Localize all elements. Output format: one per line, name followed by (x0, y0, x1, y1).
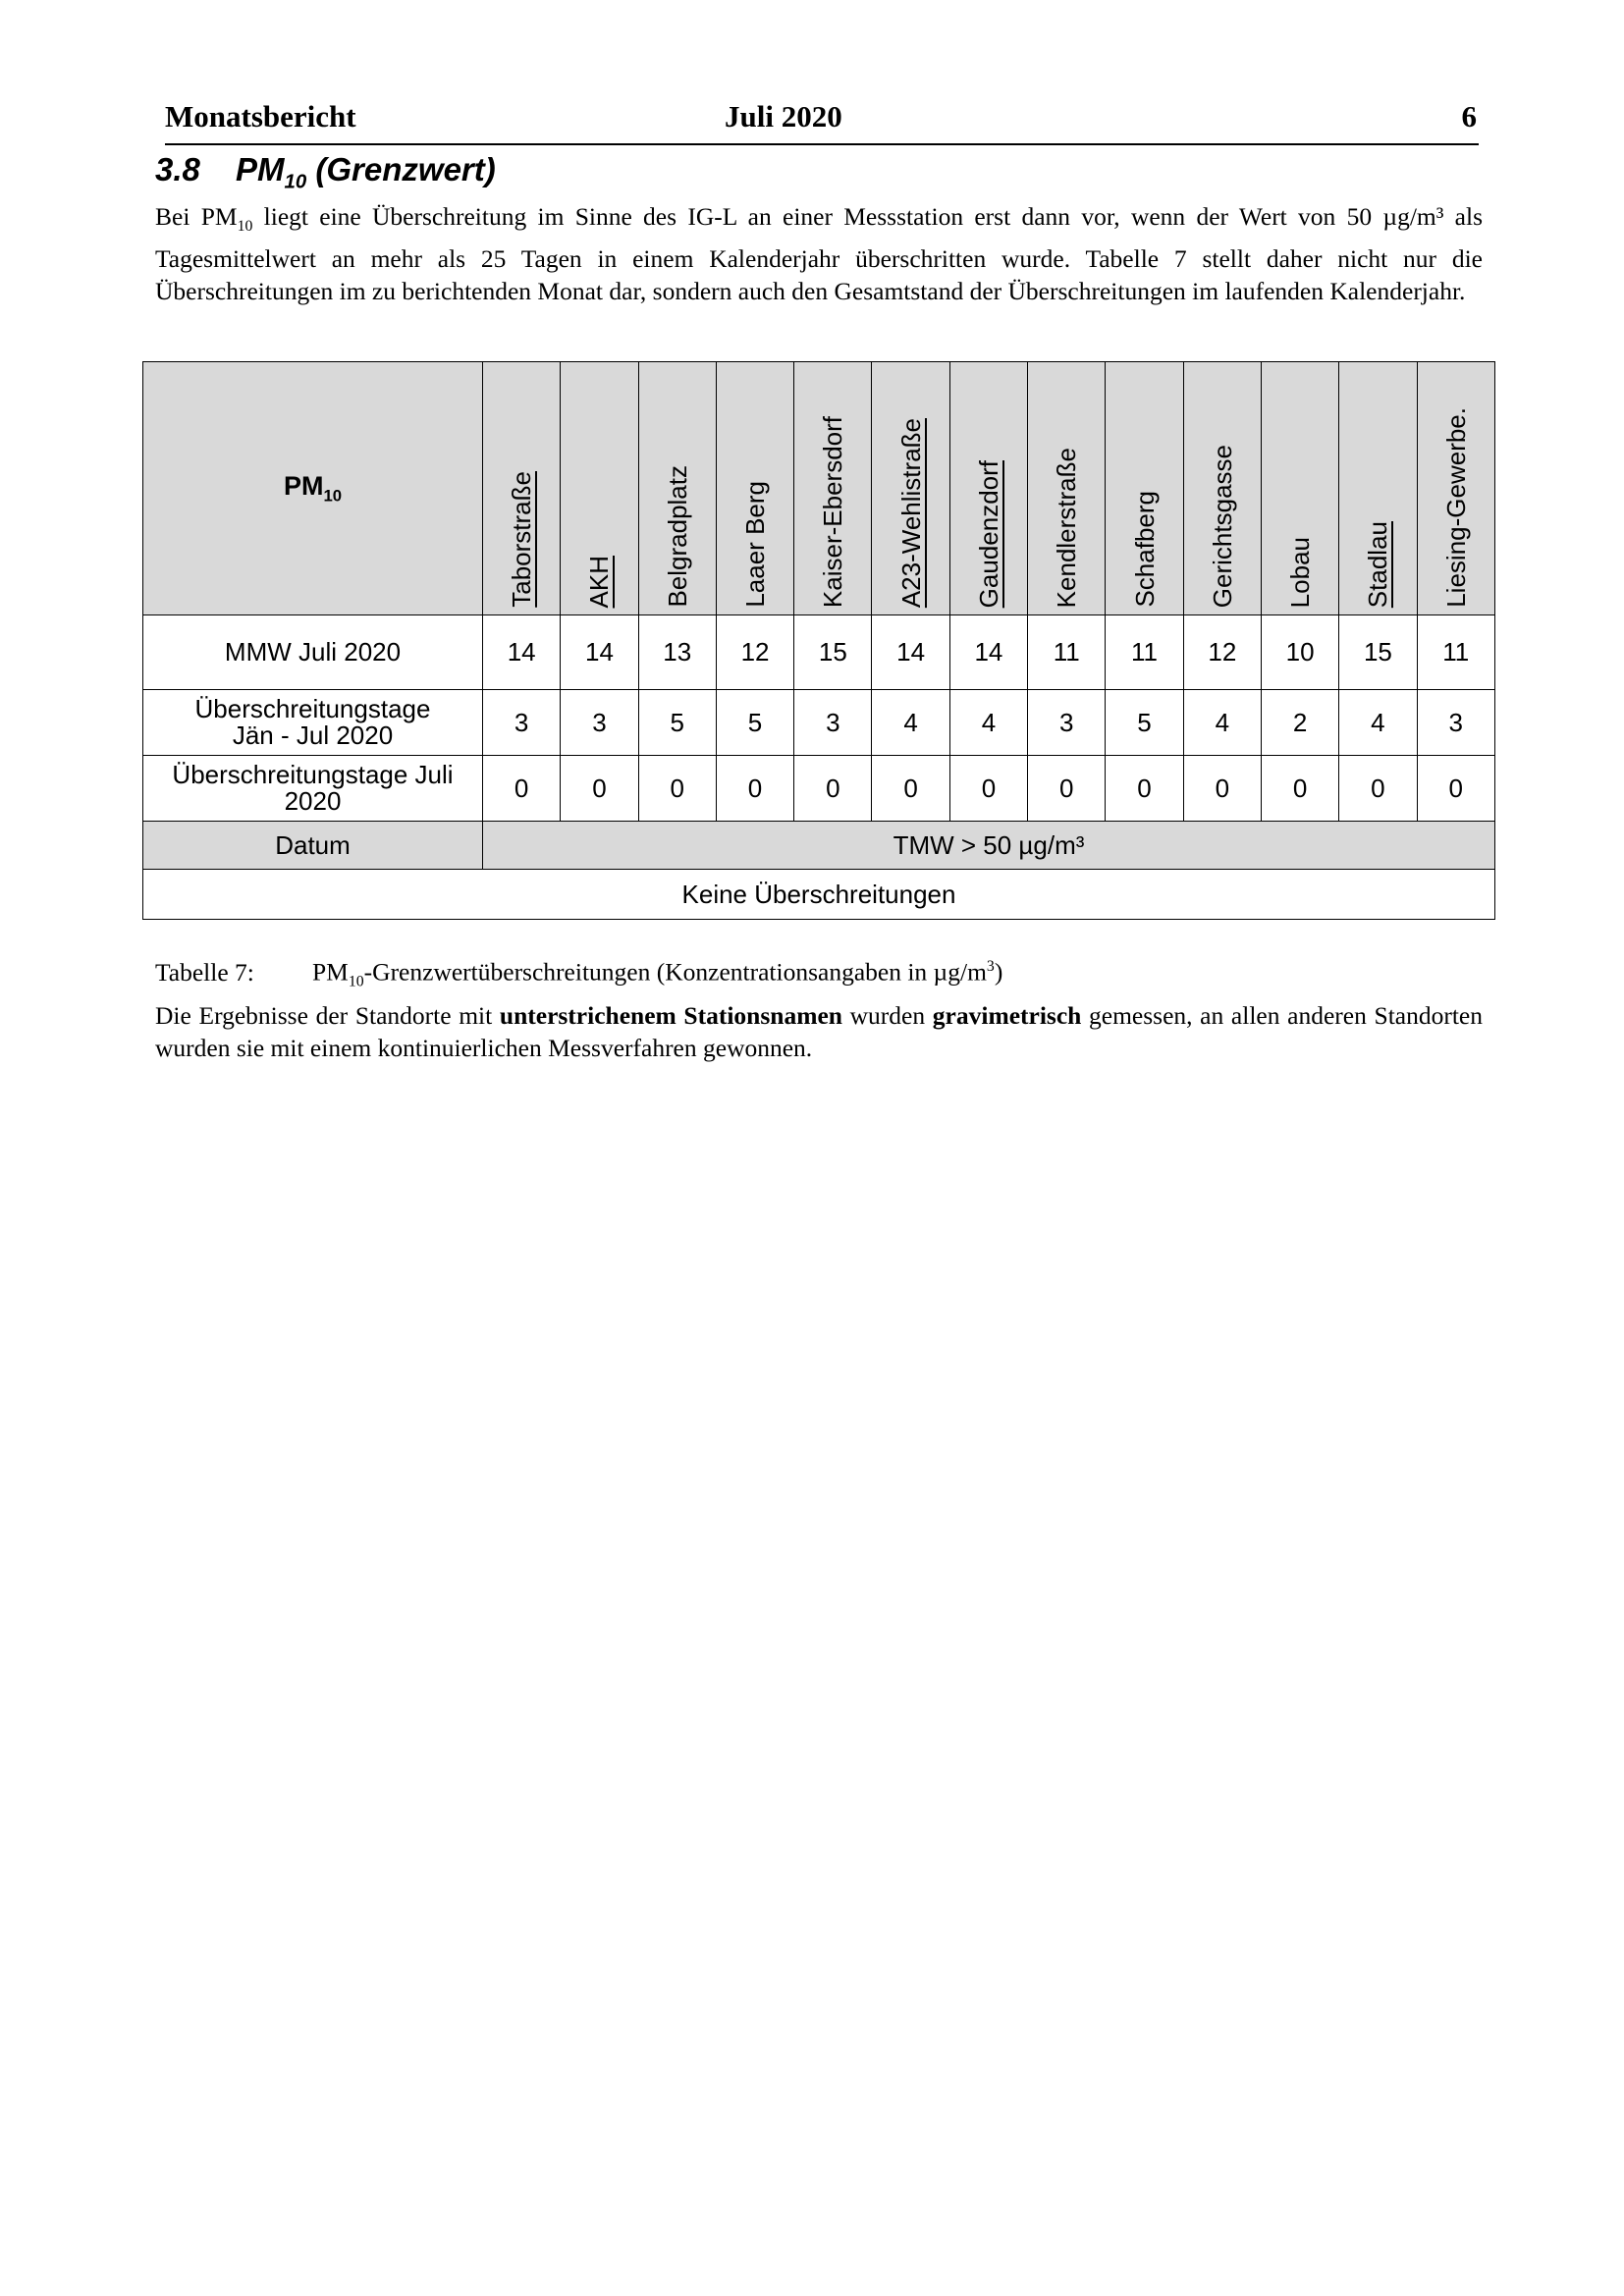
station-header: Gerichtsgasse (1183, 362, 1261, 615)
no-exceedance-row (143, 870, 1495, 920)
station-header: AKH (561, 362, 638, 615)
table-cell: 4 (1339, 690, 1417, 756)
table-cell: 15 (794, 615, 872, 690)
tmw-threshold-label: TMW > 50 µg/m³ (483, 822, 1495, 870)
table-cell: 13 (638, 615, 716, 690)
table-cell: 0 (716, 756, 793, 822)
station-header: Kendlerstraße (1028, 362, 1106, 615)
row-label: Überschreitungstage Jän - Jul 2020 (143, 690, 483, 756)
table-cell: 0 (794, 756, 872, 822)
row-label: Überschreitungstage Juli 2020 (143, 756, 483, 822)
table-cell: 10 (1261, 615, 1338, 690)
table-cell: 12 (1183, 615, 1261, 690)
station-header: Schafberg (1106, 362, 1183, 615)
row-label: MMW Juli 2020 (143, 615, 483, 690)
station-header: Gaudenzdorf (949, 362, 1027, 615)
table-cell: 3 (483, 690, 561, 756)
report-title: Monatsbericht (165, 99, 356, 133)
station-header: Belgradplatz (638, 362, 716, 615)
station-header: Laaer Berg (716, 362, 793, 615)
table-cell: 14 (483, 615, 561, 690)
table-cell: 11 (1417, 615, 1494, 690)
table-cell: 0 (561, 756, 638, 822)
outro-paragraph: Die Ergebnisse der Standorte mit unterstrichenem Stationsnamen wurden gravimetrisch gemessen, an allen anderen Standorten wurden sie mit einem kontinuierlichen Messverfahren gewonnen. (155, 1001, 1483, 1062)
table-cell: 5 (1106, 690, 1183, 756)
table-cell: 12 (716, 615, 793, 690)
table-cell: 0 (1106, 756, 1183, 822)
station-header: Lobau (1261, 362, 1338, 615)
table-cell: 11 (1106, 615, 1183, 690)
intro-paragraph: Bei $PM_{10}$ liegt eine Überschreitung im Sinne des IG-L an einer Messstation erst dann vor, wenn der Wert von 50 µg/m³ als Tagesmittelwert an mehr als 25 Tagen in einem Kalenderjahr überschritten wurde. Tabelle 7 stellt daher nicht nur die Überschreitungen im zu berichtenden Monat dar, sondern auch den Gesamtstand der Überschreitungen im laufenden Kalenderjahr. (155, 202, 1483, 306)
table-cell: 0 (949, 756, 1027, 822)
table-cell: 11 (1028, 615, 1106, 690)
datum-header-row (143, 822, 1495, 870)
table-cell: 0 (1261, 756, 1338, 822)
table-cell: 15 (1339, 615, 1417, 690)
station-header: Taborstraße (483, 362, 561, 615)
table-cell: 0 (483, 756, 561, 822)
table-cell: 3 (561, 690, 638, 756)
table-cell: 14 (872, 615, 949, 690)
station-header: Stadlau (1339, 362, 1417, 615)
table-header-row (143, 362, 1495, 615)
table-cell: 14 (561, 615, 638, 690)
table-row (143, 690, 1495, 756)
station-header: A23-Wehlistraße (872, 362, 949, 615)
no-exceedance-text: Keine Überschreitungen (143, 870, 1495, 920)
table-cell: 3 (1417, 690, 1494, 756)
table-cell: 4 (1183, 690, 1261, 756)
table-cell: 3 (1028, 690, 1106, 756)
table-cell: 5 (716, 690, 793, 756)
station-header: Liesing-Gewerbe. (1417, 362, 1494, 615)
table-caption: Tabelle 7: $PM_{10}$-Grenzwertüberschreitungen (Konzentrationsangaben in $\mu g/m^3$) (155, 957, 1003, 990)
section-title-rest: (Grenzwert) (306, 151, 496, 187)
section-heading (155, 148, 496, 204)
section-title-main: PM (236, 151, 285, 187)
table-cell: 4 (949, 690, 1027, 756)
table-cell: 0 (1417, 756, 1494, 822)
table-row (143, 756, 1495, 822)
section-title-subscript: 10 (284, 170, 307, 193)
station-header: Kaiser-Ebersdorf (794, 362, 872, 615)
section-number: 3.8 (155, 151, 200, 187)
page-number: 6 (1461, 99, 1477, 133)
table-corner-label: $PM_{10}$ (143, 362, 483, 615)
table-cell: 0 (1183, 756, 1261, 822)
table-cell: 14 (949, 615, 1027, 690)
table-cell: 0 (1028, 756, 1106, 822)
table-cell: 0 (872, 756, 949, 822)
table-cell: 4 (872, 690, 949, 756)
page-header (165, 96, 1479, 145)
table-cell: 5 (638, 690, 716, 756)
table-cell: 3 (794, 690, 872, 756)
pm10-table (142, 361, 1495, 920)
datum-label: Datum (143, 822, 483, 870)
table-row (143, 615, 1495, 690)
table-cell: 0 (638, 756, 716, 822)
table-cell: 2 (1261, 690, 1338, 756)
table-cell: 0 (1339, 756, 1417, 822)
report-month: Juli 2020 (725, 99, 842, 133)
caption-label: Tabelle 7: (155, 957, 254, 987)
